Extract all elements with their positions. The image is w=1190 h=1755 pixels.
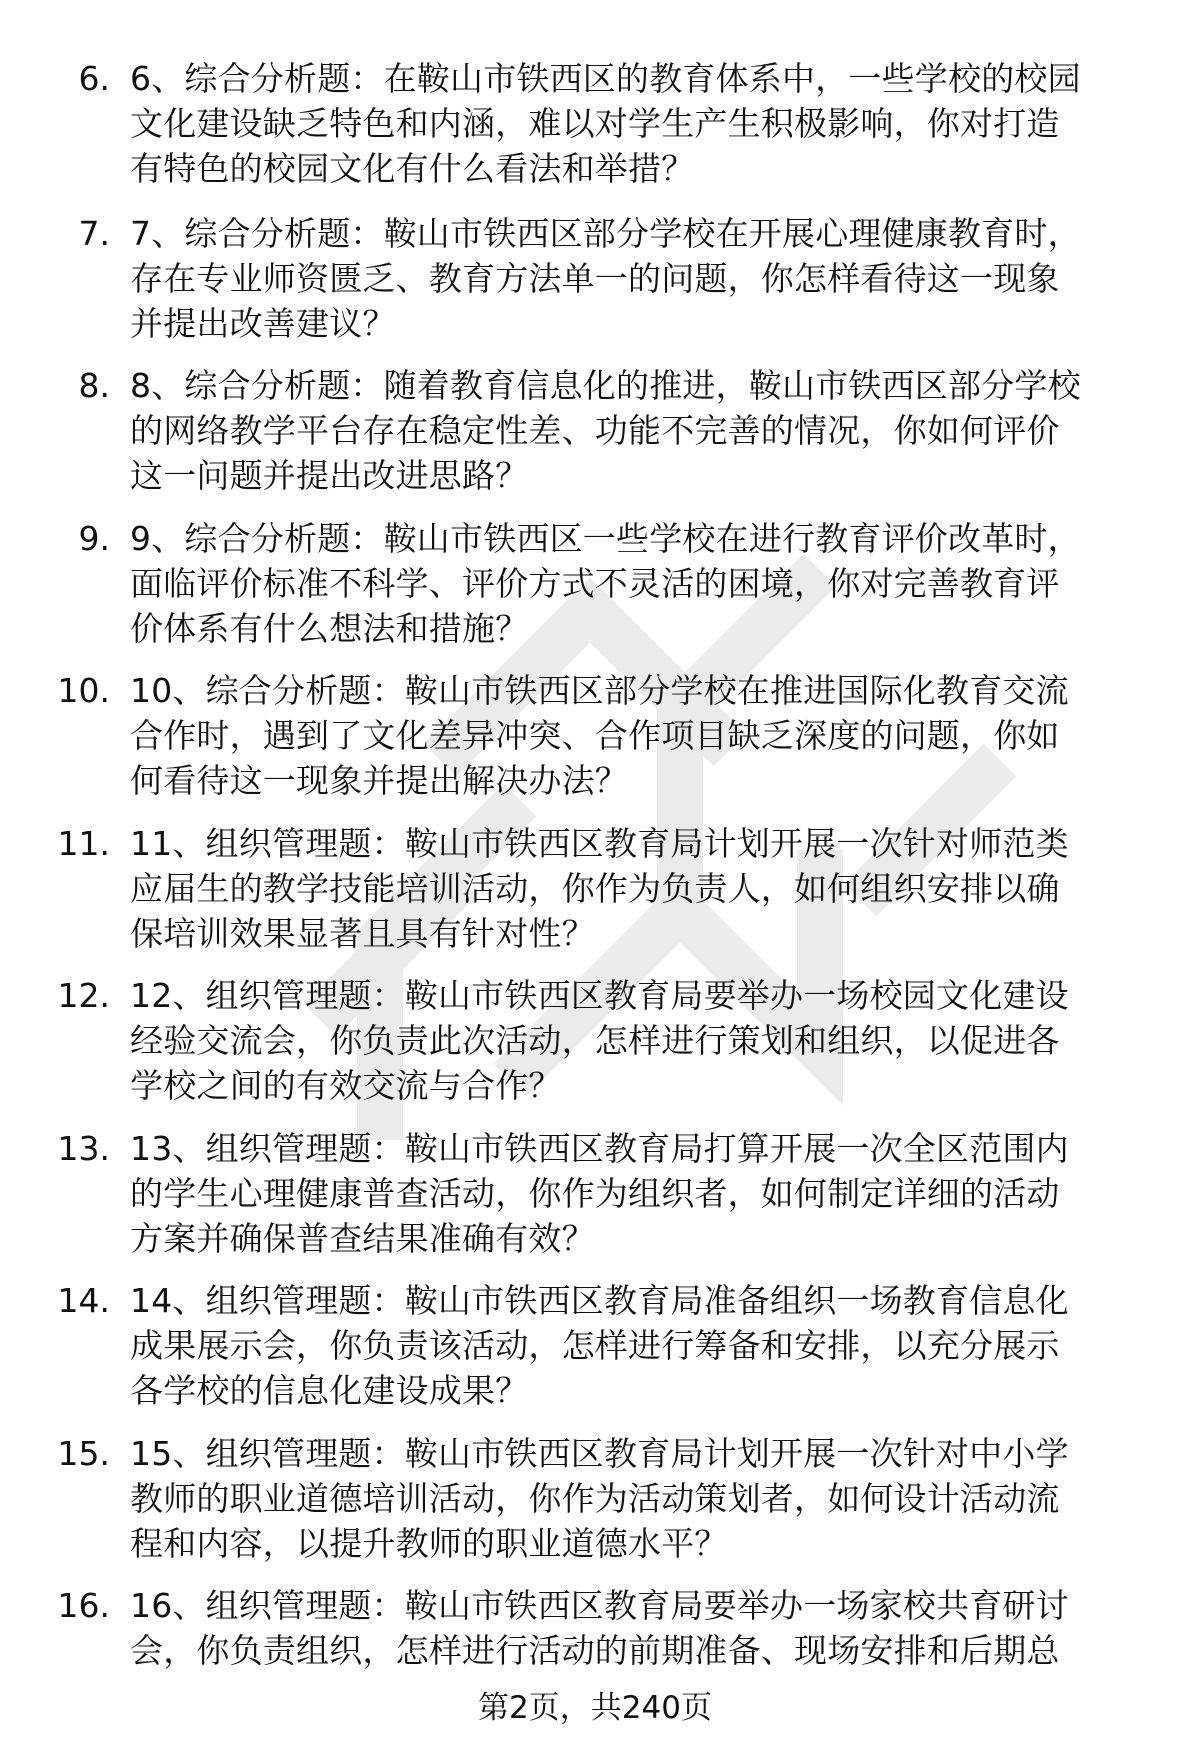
question-line: 9、综合分析题：鞍山市铁西区一些学校在进行教育评价改革时， <box>130 519 1081 558</box>
question-text <box>130 1431 1180 1566</box>
question-line: 程和内容，以提升教师的职业道德水平？ <box>130 1524 728 1563</box>
question-text <box>130 1126 1180 1261</box>
question-line: 15、组织管理题：鞍山市铁西区教育局计划开展一次针对中小学 <box>130 1434 1069 1473</box>
question-item <box>0 821 1190 961</box>
question-line: 文化建设缺乏特色和内涵，难以对学生产生积极影响，你对打造 <box>130 104 1060 143</box>
question-text <box>130 516 1180 651</box>
question-line: 12、组织管理题：鞍山市铁西区教育局要举办一场校园文化建设 <box>130 976 1069 1015</box>
question-line: 的学生心理健康普查活动，你作为组织者，如何制定详细的活动 <box>130 1174 1060 1213</box>
question-line: 有特色的校园文化有什么看法和举措？ <box>130 149 695 188</box>
question-line: 保培训效果显著且具有针对性？ <box>130 914 595 953</box>
question-number: 11. <box>57 824 110 863</box>
question-number: 16. <box>57 1586 110 1625</box>
question-text <box>130 363 1180 498</box>
question-item <box>0 1431 1190 1571</box>
question-line: 各学校的信息化建设成果？ <box>130 1371 529 1410</box>
question-line: 这一问题并提出改进思路？ <box>130 456 529 495</box>
question-item <box>0 1583 1190 1678</box>
question-line: 面临评价标准不科学、评价方式不灵活的困境，你对完善教育评 <box>130 564 1060 603</box>
question-line: 方案并确保普查结果准确有效？ <box>130 1219 595 1258</box>
question-number: 6. <box>78 59 110 98</box>
question-line: 并提出改善建议？ <box>130 304 396 343</box>
question-line: 价体系有什么想法和措施？ <box>130 609 529 648</box>
question-item <box>0 56 1190 196</box>
question-number: 12. <box>57 976 110 1015</box>
question-line: 16、组织管理题：鞍山市铁西区教育局要举办一场家校共育研讨 <box>130 1586 1069 1625</box>
question-line: 会，你负责组织，怎样进行活动的前期准备、现场安排和后期总 <box>130 1631 1060 1670</box>
question-line: 14、组织管理题：鞍山市铁西区教育局准备组织一场教育信息化 <box>130 1281 1069 1320</box>
question-item <box>0 1278 1190 1418</box>
question-line: 7、综合分析题：鞍山市铁西区部分学校在开展心理健康教育时， <box>130 214 1081 253</box>
question-text <box>130 973 1180 1108</box>
question-number: 13. <box>57 1129 110 1168</box>
question-text <box>130 1278 1180 1413</box>
question-line: 的网络教学平台存在稳定性差、功能不完善的情况，你如何评价 <box>130 411 1060 450</box>
question-number: 9. <box>78 519 110 558</box>
question-line: 6、综合分析题：在鞍山市铁西区的教育体系中，一些学校的校园 <box>130 59 1081 98</box>
question-line: 存在专业师资匮乏、教育方法单一的问题，你怎样看待这一现象 <box>130 259 1060 298</box>
question-line: 10、综合分析题：鞍山市铁西区部分学校在推进国际化教育交流 <box>130 671 1069 710</box>
question-line: 合作时，遇到了文化差异冲突、合作项目缺乏深度的问题，你如 <box>130 716 1060 755</box>
page-number-footer: 第2页，共240页 <box>478 1690 712 1726</box>
question-line: 11、组织管理题：鞍山市铁西区教育局计划开展一次针对师范类 <box>130 824 1069 863</box>
question-number: 15. <box>57 1434 110 1473</box>
question-line: 成果展示会，你负责该活动，怎样进行筹备和安排，以充分展示 <box>130 1326 1060 1365</box>
question-text <box>130 211 1180 346</box>
question-text <box>130 1583 1180 1673</box>
question-item <box>0 211 1190 351</box>
question-line: 何看待这一现象并提出解决办法？ <box>130 761 628 800</box>
question-item <box>0 668 1190 808</box>
question-item <box>0 516 1190 656</box>
question-number: 8. <box>78 366 110 405</box>
question-item <box>0 363 1190 503</box>
question-line: 经验交流会，你负责此次活动，怎样进行策划和组织，以促进各 <box>130 1021 1060 1060</box>
question-item <box>0 1126 1190 1266</box>
question-number: 7. <box>78 214 110 253</box>
question-text <box>130 56 1180 191</box>
question-line: 13、组织管理题：鞍山市铁西区教育局打算开展一次全区范围内 <box>130 1129 1069 1168</box>
question-line: 教师的职业道德培训活动，你作为活动策划者，如何设计活动流 <box>130 1479 1060 1518</box>
question-number: 14. <box>57 1281 110 1320</box>
question-line: 8、综合分析题：随着教育信息化的推进，鞍山市铁西区部分学校 <box>130 366 1081 405</box>
question-text <box>130 821 1180 956</box>
question-line: 应届生的教学技能培训活动，你作为负责人，如何组织安排以确 <box>130 869 1060 908</box>
question-item <box>0 973 1190 1113</box>
question-text <box>130 668 1180 803</box>
question-number: 10. <box>57 671 110 710</box>
question-line: 学校之间的有效交流与合作？ <box>130 1066 562 1105</box>
